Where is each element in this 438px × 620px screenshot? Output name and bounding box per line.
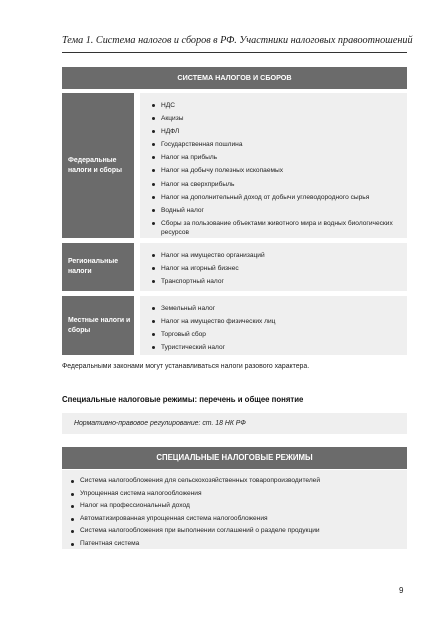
list-item: Туристический налог — [152, 341, 407, 354]
one-time-taxes-note: Федеральными законами могут устанавливаться налоги разового характера. — [62, 363, 310, 370]
list-item: Акцизы — [152, 112, 407, 125]
special-regimes-heading: Специальные налоговые режимы: перечень и общее понятие — [62, 395, 304, 404]
federal-taxes-label: Федеральные налоги и сборы — [62, 93, 134, 238]
list-item: Налог на сверхприбыль — [152, 178, 407, 191]
list-item: Транспортный налог — [152, 275, 407, 288]
list-item: Система налогообложения при выполнении соглашений о разделе продукции — [71, 525, 407, 538]
list-item: Государственная пошлина — [152, 138, 407, 151]
federal-taxes-row — [62, 93, 407, 238]
list-item: Налог на имущество физических лиц — [152, 315, 407, 328]
page-number: 9 — [399, 586, 404, 595]
list-item: НДС — [152, 99, 407, 112]
list-item: Автоматизированная упрощенная система налогообложения — [71, 513, 407, 526]
regional-taxes-row — [62, 243, 407, 291]
list-item: Торговый сбор — [152, 328, 407, 341]
local-taxes-list-box — [140, 296, 407, 355]
list-item: Налог на игорный бизнес — [152, 262, 407, 275]
list-item: Налог на добычу полезных ископаемых — [152, 164, 407, 177]
regional-taxes-list-box — [140, 243, 407, 291]
local-taxes-row — [62, 296, 407, 355]
local-taxes-list — [140, 296, 407, 354]
regional-taxes-label: Региональные налоги — [62, 243, 134, 291]
list-item: Налог на имущество организаций — [152, 249, 407, 262]
regulation-box: Нормативно-правовое регулирование: ст. 18 НК РФ — [62, 413, 407, 434]
regional-taxes-list — [140, 243, 407, 288]
header-rule — [62, 52, 407, 53]
local-taxes-label: Местные налоги и сборы — [62, 296, 134, 355]
list-item: Патентная система — [71, 538, 407, 551]
list-item: Налог на прибыль — [152, 151, 407, 164]
tax-system-banner: СИСТЕМА НАЛОГОВ И СБОРОВ — [62, 67, 407, 89]
list-item: Сборы за пользование объектами животного мира и водных биологических ресурсов — [152, 217, 407, 240]
federal-taxes-list-box — [140, 93, 407, 238]
special-regimes-list-box — [62, 470, 407, 549]
list-item: Водный налог — [152, 204, 407, 217]
special-regimes-banner: СПЕЦИАЛЬНЫЕ НАЛОГОВЫЕ РЕЖИМЫ — [62, 447, 407, 469]
list-item: Упрощенная система налогообложения — [71, 488, 407, 501]
page-header-title: Тема 1. Система налогов и сборов в РФ. Участники налоговых правоотношений — [62, 35, 413, 46]
list-item: Налог на профессиональный доход — [71, 500, 407, 513]
list-item: Налог на дополнительный доход от добычи углеводородного сырья — [152, 191, 407, 204]
list-item: Система налогообложения для сельскохозяйственных товаропроизводителей — [71, 475, 407, 488]
list-item: НДФЛ — [152, 125, 407, 138]
special-regimes-list — [62, 470, 407, 550]
list-item: Земельный налог — [152, 302, 407, 315]
federal-taxes-list — [140, 93, 407, 240]
